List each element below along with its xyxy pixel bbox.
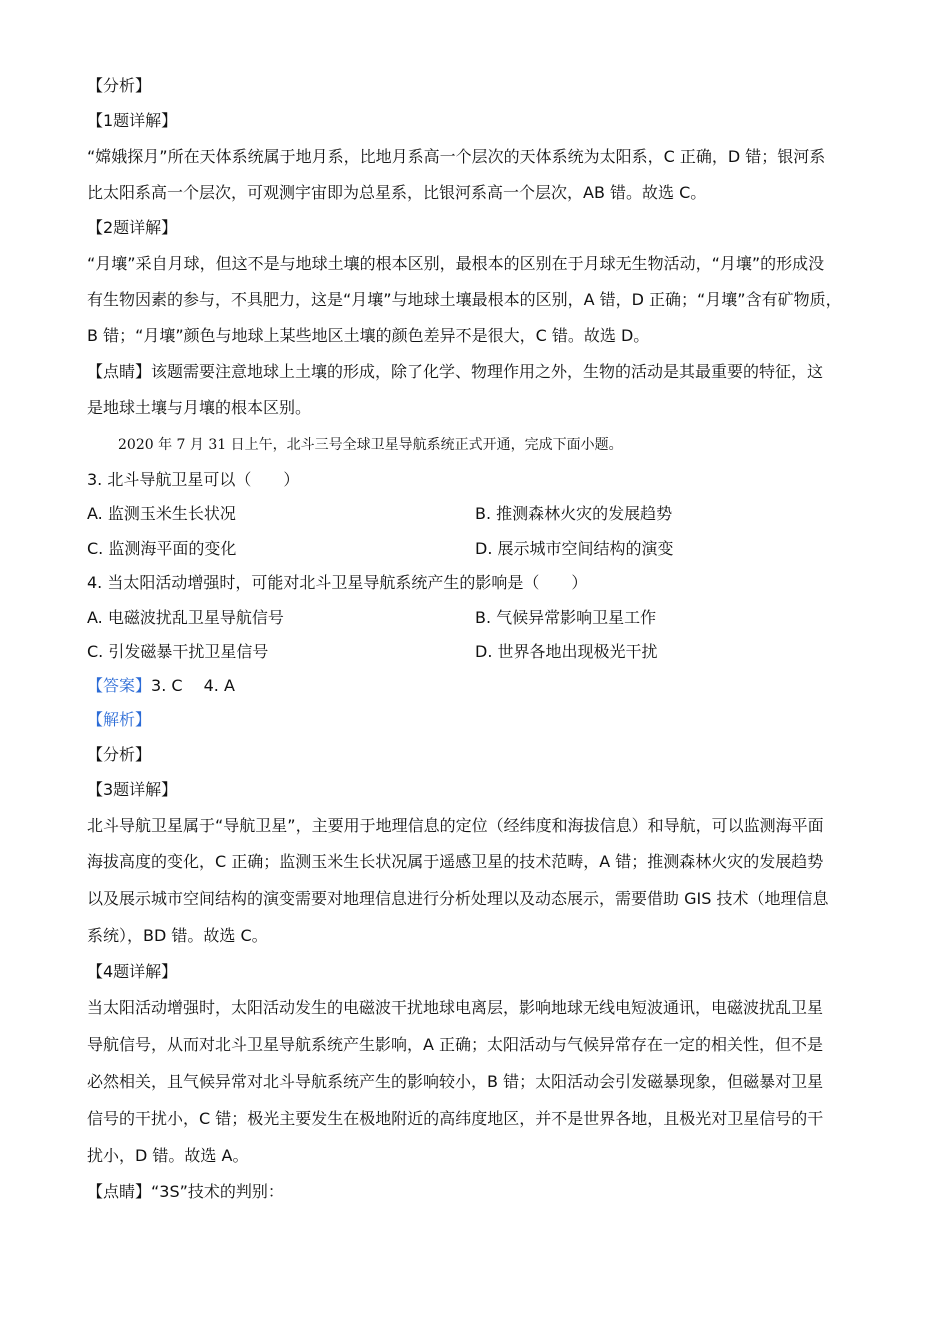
q3-option-c: C. 监测海平面的变化 bbox=[87, 539, 237, 558]
q2-explanation-line: B 错；“月壤”颜色与地球上某些地区土壤的颜色差异不是很大，C 错。故选 D。 bbox=[87, 326, 650, 345]
q4-option-c: C. 引发磁暴干扰卫星信号 bbox=[87, 642, 269, 661]
q4-option-b: B. 气候异常影响卫星工作 bbox=[475, 608, 657, 627]
q3-explanation-line: 以及展示城市空间结构的演变需要对地理信息进行分析处理以及动态展示，需要借助 GIS 技术（地理信息 bbox=[87, 889, 829, 908]
q3-explanation-line: 北斗导航卫星属于“导航卫星”，主要用于地理信息的定位（经纬度和海拔信息）和导航，可以监测海平面 bbox=[87, 816, 824, 835]
question-group-intro: 2020 年 7 月 31 日上午，北斗三号全球卫星导航系统正式开通，完成下面小题。 bbox=[118, 437, 623, 453]
q4-explanation-line: 导航信号，从而对北斗卫星导航系统产生影响，A 正确；太阳活动与气候异常存在一定的相关性，但不是 bbox=[87, 1035, 824, 1054]
analysis-heading: 【分析】 bbox=[87, 76, 152, 95]
comment-line: 【点睛】“3S”技术的判别： bbox=[87, 1182, 284, 1201]
q4-option-d: D. 世界各地出现极光干扰 bbox=[475, 642, 658, 661]
answer-label: 【答案】 bbox=[87, 676, 152, 695]
q3-explanation-line: 海拔高度的变化，C 正确；监测玉米生长状况属于遥感卫星的技术范畴，A 错；推测森林火灾的发展趋势 bbox=[87, 852, 824, 871]
answer-text: 3. C 4. A bbox=[151, 676, 235, 695]
q3-option-a: A. 监测玉米生长状况 bbox=[87, 504, 236, 523]
explain-heading: 【解析】 bbox=[87, 710, 152, 729]
q3-detail-heading: 【3题详解】 bbox=[87, 780, 178, 799]
analysis-heading: 【分析】 bbox=[87, 745, 152, 764]
q4-explanation-line: 信号的干扰小，C 错；极光主要发生在极地附近的高纬度地区，并不是世界各地，且极光对卫星信号的干 bbox=[87, 1109, 824, 1128]
comment-line: 【点睛】该题需要注意地球上土壤的形成，除了化学、物理作用之外，生物的活动是其最重要的特征，这 bbox=[87, 362, 824, 381]
q2-explanation-line: 有生物因素的参与，不具肥力，这是“月壤”与地球土壤最根本的区别，A 错，D 正确；“月壤”含有矿物质， bbox=[87, 290, 842, 309]
q4-explanation-line: 必然相关，且气候异常对北斗导航系统产生的影响较小，B 错；太阳活动会引发磁暴现象，但磁暴对卫星 bbox=[87, 1072, 824, 1091]
q4-detail-heading: 【4题详解】 bbox=[87, 962, 178, 981]
q3-explanation-line: 系统），BD 错。故选 C。 bbox=[87, 926, 268, 945]
q1-explanation-line: 比太阳系高一个层次，可观测宇宙即为总星系，比银河系高一个层次，AB 错。故选 C。 bbox=[87, 183, 707, 202]
q4-explanation-line: 当太阳活动增强时，太阳活动发生的电磁波干扰地球电离层，影响地球无线电短波通讯，电磁波扰乱卫星 bbox=[87, 998, 824, 1017]
q2-detail-heading: 【2题详解】 bbox=[87, 218, 178, 237]
q4-explanation-line: 扰小，D 错。故选 A。 bbox=[87, 1146, 249, 1165]
q2-explanation-line: “月壤”采自月球，但这不是与地球土壤的根本区别，最根本的区别在于月球无生物活动，“月壤”的形成没 bbox=[87, 254, 825, 273]
answer-line bbox=[87, 675, 877, 697]
q3-stem: 3. 北斗导航卫星可以（ ） bbox=[87, 470, 300, 489]
q4-option-a: A. 电磁波扰乱卫星导航信号 bbox=[87, 608, 284, 627]
q3-option-b: B. 推测森林火灾的发展趋势 bbox=[475, 504, 673, 523]
comment-line: 是地球土壤与月壤的根本区别。 bbox=[87, 398, 312, 417]
q1-detail-heading: 【1题详解】 bbox=[87, 111, 178, 130]
q4-stem: 4. 当太阳活动增强时，可能对北斗卫星导航系统产生的影响是（ ） bbox=[87, 573, 588, 592]
q1-explanation-line: “嫦娥探月”所在天体系统属于地月系，比地月系高一个层次的天体系统为太阳系，C 正确，D 错；银河系 bbox=[87, 147, 826, 166]
q3-option-d: D. 展示城市空间结构的演变 bbox=[475, 539, 674, 558]
